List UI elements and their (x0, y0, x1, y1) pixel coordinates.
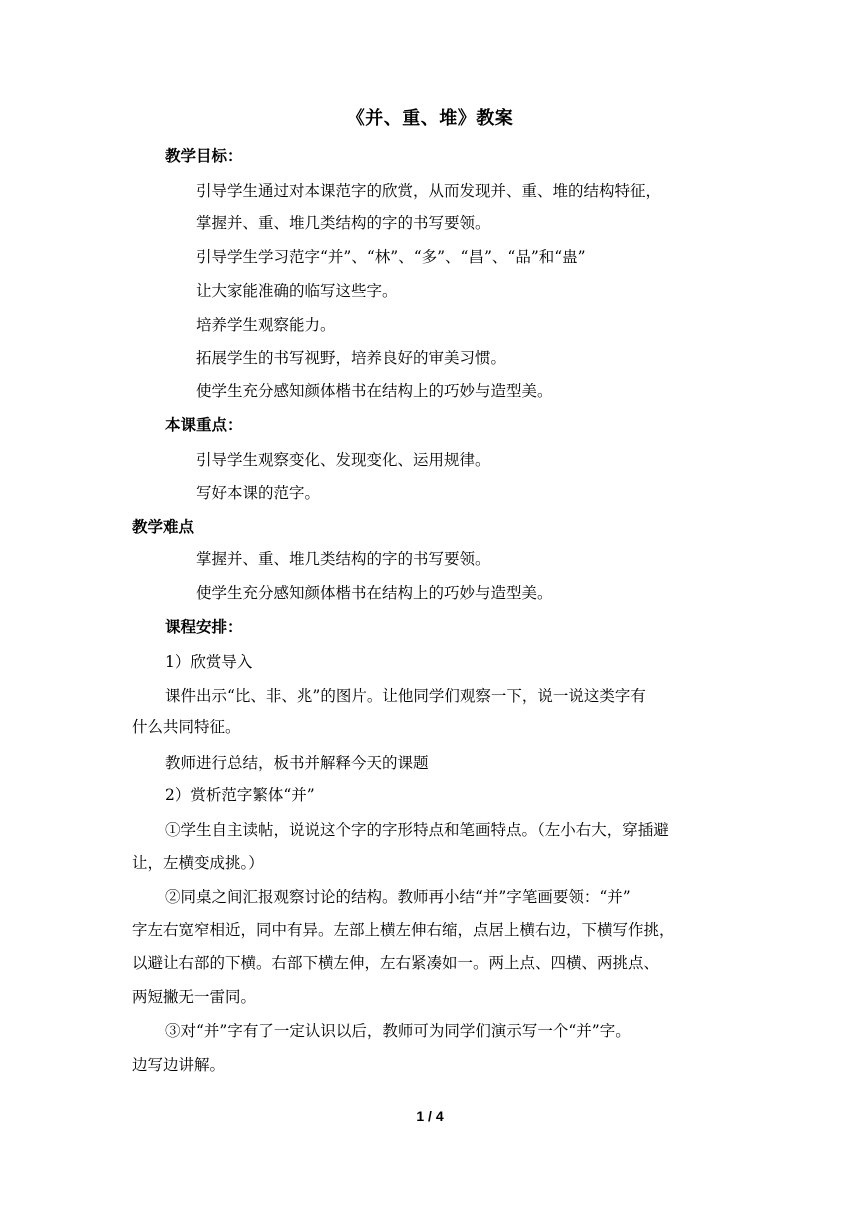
objective-line: 拓展学生的书写视野，培养良好的审美习惯。 (196, 349, 507, 367)
schedule-line: 让，左横变成挑。） (132, 854, 264, 872)
schedule-line: 2）赏析范字繁体“并” (165, 786, 315, 804)
schedule-line: 1）欣赏导入 (165, 653, 253, 671)
key-point-line: 引导学生观察变化、发现变化、运用规律。 (196, 451, 491, 469)
section-heading-schedule: 课程安排： (165, 617, 243, 636)
objective-line: 让大家能准确的临写这些字。 (196, 282, 398, 300)
schedule-line: 以避让右部的下横。右部下横左伸，左右紧凑如一。两上点、四横、两挑点、 (132, 954, 660, 972)
difficulty-line: 使学生充分感知颜体楷书在结构上的巧妙与造型美。 (196, 584, 553, 602)
difficulty-line: 掌握并、重、堆几类结构的字的书写要领。 (196, 550, 491, 568)
schedule-line: 什么共同特征。 (132, 718, 241, 736)
key-point-line: 写好本课的范字。 (196, 484, 321, 502)
document-title: 《并、重、堆》教案 (346, 108, 514, 129)
schedule-line: ②同桌之间汇报观察讨论的结构。教师再小结“并”字笔画要领：“并” (165, 888, 631, 906)
schedule-line: 字左右宽窄相近，同中有异。左部上横左伸右缩，点居上横右边，下横写作挑， (132, 921, 675, 939)
schedule-line: ①学生自主读帖，说说这个字的字形特点和笔画特点。（左小右大，穿插避 (165, 821, 669, 839)
objective-line: 引导学生学习范字“并”、“林”、“多”、“昌”、“品”和“蛊” (196, 248, 586, 266)
schedule-line: 边写边讲解。 (132, 1056, 226, 1074)
section-heading-difficulties: 教学难点 (132, 517, 195, 536)
objective-line: 掌握并、重、堆几类结构的字的书写要领。 (196, 214, 491, 232)
schedule-line: 两短撇无一雷同。 (132, 988, 257, 1006)
section-heading-objectives: 教学目标： (165, 146, 243, 165)
objective-line: 使学生充分感知颜体楷书在结构上的巧妙与造型美。 (196, 382, 553, 400)
page-number: 1 / 4 (416, 1108, 444, 1124)
section-heading-key-points: 本课重点： (165, 415, 243, 434)
schedule-line: ③对“并”字有了一定认识以后，教师可为同学们演示写一个“并”字。 (165, 1022, 631, 1040)
objective-line: 培养学生观察能力。 (196, 316, 336, 334)
objective-line: 引导学生通过对本课范字的欣赏，从而发现并、重、堆的结构特征， (196, 182, 662, 200)
schedule-line: 教师进行总结，板书并解释今天的课题 (165, 754, 429, 772)
schedule-line: 课件出示“比、非、兆”的图片。让他同学们观察一下，说一说这类字有 (165, 687, 646, 705)
